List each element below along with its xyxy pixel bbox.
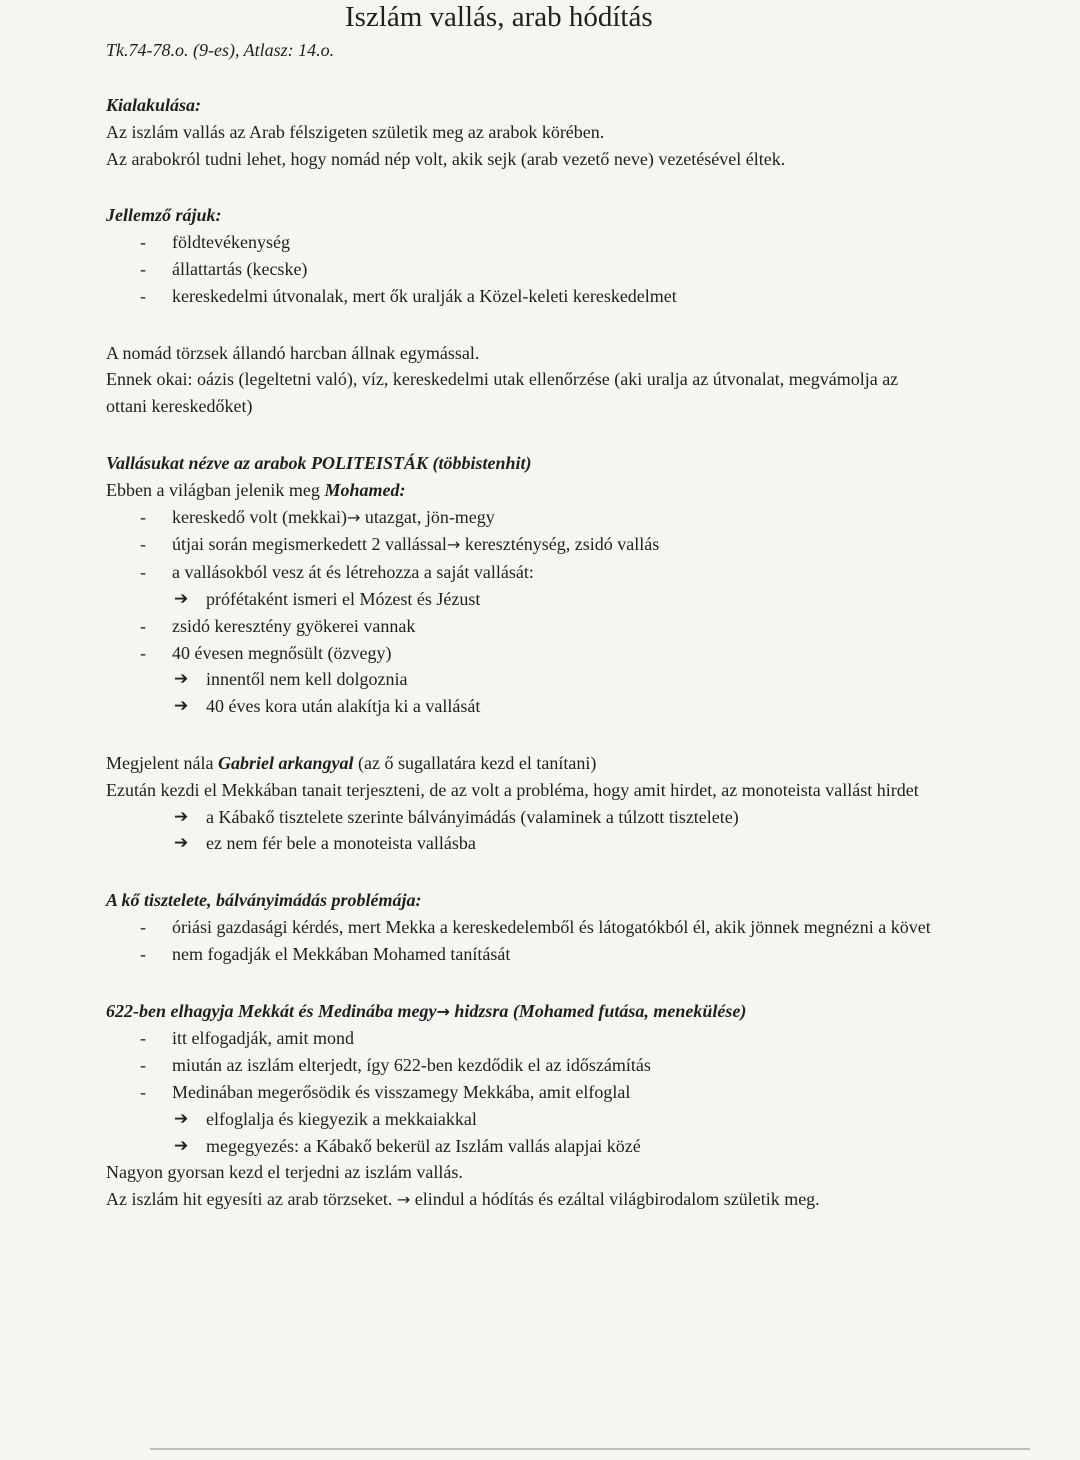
list-item: - miután az iszlám elterjedt, így 622-ben kezdődik el az időszámítás [106, 1052, 942, 1079]
arrow-item: ➔ ez nem fér bele a monoteista vallásba [106, 830, 942, 857]
paragraph: A nomád törzsek állandó harcban állnak egymással. [106, 342, 480, 363]
page-bottom-rule [150, 1448, 1030, 1450]
paragraph: Nagyon gyorsan kezd el terjedni az iszlám vallás. [106, 1162, 463, 1183]
arrow-item: ➔ innentől nem kell dolgoznia [106, 666, 942, 693]
list-item: - Medinában megerősödik és visszamegy Mekkába, amit elfoglal [106, 1079, 942, 1106]
list-item: - óriási gazdasági kérdés, mert Mekka a kereskedelemből és látogatókból él, akik jönnek megnézni a követ [106, 914, 942, 941]
section-heading-hijra: 622-ben elhagyja Mekkát és Medinába megy→ hidzsra (Mohamed futása, menekülése) [106, 1000, 747, 1021]
paragraph: Ennek okai: oázis (legeltetni való), víz, kereskedelmi utak ellenőrzése (aki uralja az útvonalat, megvámolja az ottani kereskedőket) [106, 369, 899, 417]
paragraph: Az iszlám vallás az Arab félszigeten születik meg az arabok körében. [106, 121, 605, 142]
section-heading-characteristics: Jellemző rájuk: [106, 205, 222, 226]
arrow-icon: → [436, 1001, 450, 1021]
characteristics-list [106, 229, 942, 309]
arrow-item: ➔ elfoglalja és kiegyezik a mekkaiakkal [106, 1106, 942, 1133]
arrow-icon: → [446, 535, 461, 555]
list-item: - kereskedő volt (mekkai)→ utazgat, jön-megy [106, 504, 942, 532]
arrow-item: ➔ prófétaként ismeri el Mózest és Jézust [106, 586, 942, 613]
list-item: - nem fogadják el Mekkában Mohamed tanítását [106, 941, 942, 968]
arrow-item: ➔ megegyezés: a Kábakő bekerül az Iszlám vallás alapjai közé [106, 1133, 942, 1160]
list-item: - zsidó keresztény gyökerei vannak [106, 613, 942, 640]
arrow-icon: ➔ [174, 669, 189, 690]
arrow-icon: → [396, 1190, 411, 1210]
arrow-icon: ➔ [174, 696, 189, 717]
textbook-reference: Tk.74-78.o. (9-es), Atlasz: 14.o. [106, 40, 335, 60]
hijra-list [106, 1025, 942, 1105]
list-item: - állattartás (kecske) [106, 256, 942, 283]
mohamed-list [106, 504, 942, 586]
list-item: - útjai során megismerkedett 2 vallással→ kereszténység, zsidó vallás [106, 531, 942, 559]
arrow-icon: ➔ [174, 1108, 189, 1129]
mohamed-list-2 [106, 613, 942, 667]
list-item: - kereskedelmi útvonalak, mert ők uralják a Közel-keleti kereskedelmet [106, 283, 942, 310]
section-heading-idolatry: A kő tisztelete, bálványimádás problémája: [106, 890, 422, 911]
list-item: - itt elfogadják, amit mond [106, 1025, 942, 1052]
paragraph: Ezután kezdi el Mekkában tanait terjeszteni, de az volt a probléma, hogy amit hirdet, az monoteista vallást hirdet [106, 779, 919, 800]
arrow-icon: ➔ [174, 833, 189, 854]
page-title: Iszlám vallás, arab hódítás [345, 1, 653, 33]
name-gabriel: Gabriel arkangyal [217, 752, 354, 773]
paragraph: Megjelent nála Gabriel arkangyal (az ő sugallatára kezd el tanítani) [106, 752, 597, 773]
arrow-icon: ➔ [174, 806, 189, 827]
arrow-icon: ➔ [174, 588, 189, 609]
section-heading-religion: Vallásukat nézve az arabok POLITEISTÁK (többistenhit) [106, 452, 532, 473]
paragraph: Az arabokról tudni lehet, hogy nomád nép volt, akik sejk (arab vezető neve) vezetésével éltek. [106, 148, 786, 169]
list-item: - 40 évesen megnősült (özvegy) [106, 640, 942, 667]
arrow-icon: ➔ [174, 1135, 189, 1156]
list-item: - a vallásokból vesz át és létrehozza a saját vallását: [106, 559, 942, 586]
arrow-item: ➔ a Kábakő tisztelete szerinte bálványimádás (valaminek a túlzott tisztelete) [106, 804, 942, 831]
name-mohamed: Mohamed: [324, 479, 406, 500]
list-item: - földtevékenység [106, 229, 942, 256]
paragraph: Ebben a világban jelenik meg Mohamed: [106, 479, 406, 500]
arrow-item: ➔ 40 éves kora után alakítja ki a vallását [106, 693, 942, 720]
idolatry-list [106, 914, 942, 968]
paragraph: Az iszlám hit egyesíti az arab törzseket. → elindul a hódítás és ezáltal világbirodalom születik meg. [106, 1189, 820, 1210]
section-heading-origin: Kialakulása: [106, 95, 202, 115]
document-body [106, 92, 942, 1214]
arrow-icon: → [346, 507, 361, 527]
